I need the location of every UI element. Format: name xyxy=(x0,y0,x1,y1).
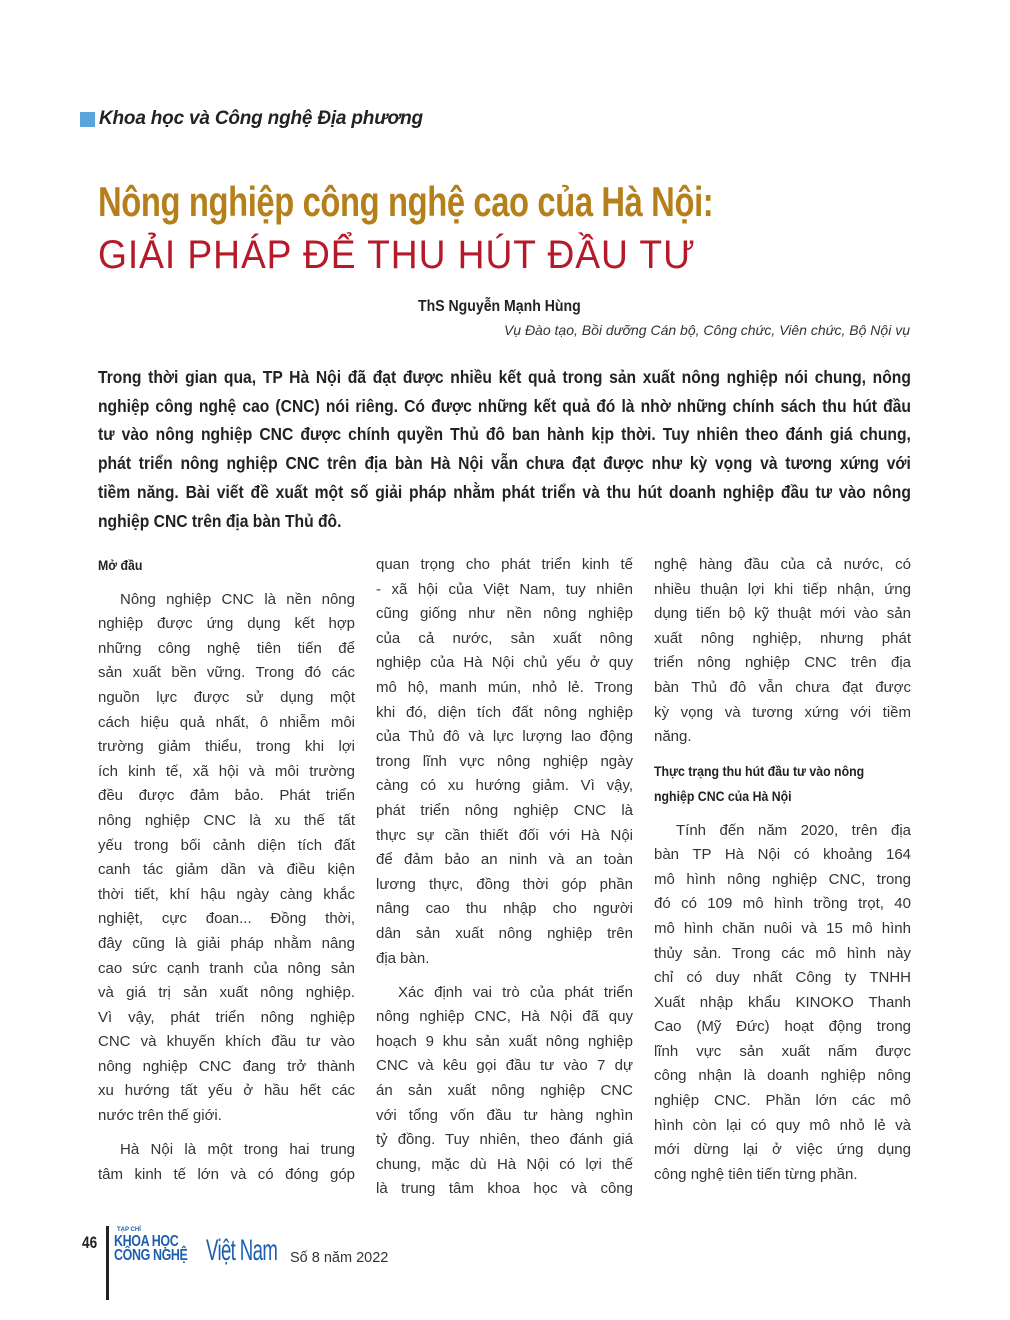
abstract-line: nghiệp công nghệ cao (CNC) nói riêng. Có được những kết quả đó là nhờ những chính sách thu hút đầu xyxy=(98,395,911,416)
text-line: tỷ đồng. Tuy nhiên, theo đánh giá xyxy=(376,1131,633,1149)
text-line: khi đó, diện tích đất nông nghiệp xyxy=(376,703,633,721)
logo-line-2: CÔNG NGHỆ xyxy=(114,1247,188,1264)
text-line: để đảm bảo an ninh và an toàn xyxy=(376,851,633,869)
text-line: của Thủ đô và lực lượng lao động xyxy=(376,728,633,746)
heading-line: Thực trạng thu hút đầu tư vào nông xyxy=(654,763,865,780)
text-line: án sản xuất nông nghiệp CNC xyxy=(376,1082,633,1100)
text-line: Xuất nhập khẩu KINOKO Thanh xyxy=(654,993,911,1011)
abstract xyxy=(98,363,911,535)
text-line: hoạch 9 khu sản xuất nông nghiệp xyxy=(376,1032,633,1050)
logo-line-1: KHOA HỌC xyxy=(114,1233,179,1250)
text-line: chỉ có duy nhất Công ty TNHH xyxy=(654,969,911,987)
section-heading xyxy=(654,759,910,808)
text-line: phát triển nông nghiệp CNC là xyxy=(376,801,633,819)
text-line: đều được đảm bảo. Phát triển xyxy=(98,787,355,805)
text-line: xuất nông nghiệp, nhưng phát xyxy=(654,629,911,647)
text-line: CNC và kêu gọi đầu tư vào 7 dự xyxy=(376,1057,633,1075)
text-line: bàn Thủ đô vẫn chưa đạt được xyxy=(654,678,911,696)
abstract-line: Trong thời gian qua, TP Hà Nội đã đạt được nhiều kết quả trong sản xuất nông nghiệp nói chung, nông xyxy=(98,367,911,387)
section-square-icon xyxy=(80,112,95,127)
text-line: địa bàn. xyxy=(376,949,430,967)
text-line: đó có 109 mô hình trồng trọt, 40 xyxy=(654,895,911,913)
text-line: đây cũng là giải pháp nhằm nâng xyxy=(98,934,355,952)
text-line: triển nông nghiệp CNC trên địa xyxy=(654,654,911,672)
text-line: nông nghiệp CNC, Hà Nội đã quy xyxy=(376,1008,633,1026)
text-line: tâm kinh tế lớn và có đóng góp xyxy=(98,1165,355,1183)
text-line: công nghệ tiên tiến từng phần. xyxy=(654,1165,858,1183)
text-line: Vì vậy, phát triển nông nghiệp xyxy=(98,1008,355,1026)
heading-line: nghiệp CNC của Hà Nội xyxy=(654,787,792,804)
text-line: CNC và khuyến khích đầu tư vào xyxy=(98,1033,355,1051)
heading-line: Mở đầu xyxy=(98,557,143,573)
text-line: - xã hội của Việt Nam, tuy nhiên xyxy=(376,580,633,598)
text-line: mới dừng lại ở việc ứng dụng xyxy=(654,1141,911,1159)
text-line: của cả nước, sản xuất nông xyxy=(376,629,633,647)
text-line: và giá trị sản xuất nông nghiệp. xyxy=(98,984,355,1002)
text-line: nghiệp được ứng dụng kết hợp xyxy=(98,615,355,633)
paragraph xyxy=(376,981,633,1202)
text-line: sản xuất bền vững. Trong đó các xyxy=(98,664,355,682)
text-line: nông nghiệp CNC là xu thế tất xyxy=(98,811,355,829)
text-line: xu hướng tất yếu ở hầu hết các xyxy=(98,1082,355,1100)
issue-label: Số 8 năm 2022 xyxy=(290,1250,389,1266)
logo-vietnam: Việt Nam xyxy=(206,1234,278,1267)
text-line: bàn TP Hà Nội có khoảng 164 xyxy=(654,846,911,864)
text-line: nguồn lực được sử dụng một xyxy=(98,688,355,706)
author-affiliation: Vụ Đào tạo, Bồi dưỡng Cán bộ, Công chức, Viên chức, Bộ Nội vụ xyxy=(503,322,910,338)
text-line: Tính đến năm 2020, trên địa xyxy=(676,821,911,839)
text-line: thời tiết, khí hậu ngày càng khắc xyxy=(98,885,355,903)
text-line: nghiệp của Hà Nội chủ yếu ở quy xyxy=(376,654,633,672)
text-line: Cao (Mỹ Đức) hoạt động trong xyxy=(654,1018,911,1036)
text-line: Xác định vai trò của phát triển xyxy=(398,983,633,1001)
text-line: trong lĩnh vực nông nghiệp ngày xyxy=(376,752,633,770)
text-line: nông nghiệp CNC đang trở thành xyxy=(98,1057,355,1075)
text-line: trường giảm thiểu, trong khi lợi xyxy=(98,738,355,756)
text-line: dụng tiến bộ kỹ thuật mới vào sản xyxy=(654,605,911,623)
text-line: cũng giống như nền nông nghiệp xyxy=(376,605,633,623)
text-line: canh tác giảm dần và điều kiện xyxy=(98,861,355,879)
column-3 xyxy=(654,553,911,1197)
text-line: nước trên thế giới. xyxy=(98,1107,222,1125)
text-line: là trung tâm khoa học và công xyxy=(376,1180,633,1198)
author-name: ThS Nguyễn Mạnh Hùng xyxy=(418,298,581,315)
text-line: Nông nghiệp CNC là nền nông xyxy=(120,590,355,608)
paragraph xyxy=(98,588,355,1129)
text-line: với tổng vốn đầu tư hàng nghìn xyxy=(376,1106,633,1124)
text-line: ích kinh tế, xã hội và môi trường xyxy=(98,762,355,780)
paragraph xyxy=(654,819,911,1188)
abstract-line: tư vào nông nghiệp CNC được chính quyền Thủ đô ban hành kịp thời. Tuy nhiên theo đánh giá chung, xyxy=(98,424,911,445)
section-tag xyxy=(80,108,423,130)
text-line: nghiệp CNC. Phần lớn các mô xyxy=(654,1092,911,1110)
text-line: càng có xu hướng giảm. Vì vậy, xyxy=(376,777,633,795)
text-line: yếu trong bối cảnh diện tích đất xyxy=(98,836,355,854)
column-1 xyxy=(98,553,355,1197)
text-line: những công nghệ tiên tiến để xyxy=(98,639,355,657)
article-subtitle: GIẢI PHÁP ĐỂ THU HÚT ĐẦU TƯ xyxy=(98,233,696,277)
text-line: hình còn lại có quy mô nhỏ lẻ và xyxy=(654,1116,911,1134)
text-line: lĩnh vực sản xuất nấm được xyxy=(654,1042,911,1060)
abstract-line: phát triển nông nghiệp CNC trên địa bàn Hà Nội vẫn chưa đạt được như kỳ vọng và tương xứng với xyxy=(98,453,911,474)
text-line: dân sản xuất nông nghiệp trên xyxy=(376,924,633,942)
text-line: cao sức cạnh tranh của nông sản xyxy=(98,959,355,977)
logo-small-text: TẠP CHÍ xyxy=(117,1227,141,1233)
text-line: mô hộ, manh mún, nhỏ lẻ. Trong xyxy=(376,678,633,696)
text-line: quan trọng cho phát triển kinh tế xyxy=(376,556,633,573)
text-line: nghệ hàng đầu của cả nước, có xyxy=(654,556,911,573)
text-line: mô hình nông nghiệp CNC, trong xyxy=(654,870,911,888)
text-line: nghiệt, cực đoan... Đồng thời, xyxy=(98,910,355,928)
text-line: mô hình chăn nuôi và 15 mô hình xyxy=(654,919,911,937)
text-line: kỳ vọng và tương xứng với tiềm xyxy=(654,703,911,721)
paragraph xyxy=(654,553,911,750)
text-line: chung, mặc dù Hà Nội có lợi thế xyxy=(376,1155,633,1173)
text-line: cách hiệu quả nhất, ô nhiễm môi xyxy=(98,713,355,731)
column-2 xyxy=(376,553,633,1212)
text-line: lương thực, đồng thời góp phần xyxy=(376,875,633,893)
text-line: công nhận là doanh nghiệp nông xyxy=(654,1067,911,1085)
paragraph xyxy=(98,1138,355,1187)
section-heading xyxy=(98,553,354,578)
text-line: năng. xyxy=(654,728,692,746)
text-line: thực sự cần thiết đối với Hà Nội xyxy=(376,826,633,844)
text-line: nhiều thuận lợi khi tiếp nhận, ứng xyxy=(654,580,911,598)
footer-divider xyxy=(106,1226,109,1300)
article-title: Nông nghiệp công nghệ cao của Hà Nội: xyxy=(98,178,714,225)
paragraph xyxy=(376,553,633,971)
text-line: thủy sản. Trong các mô hình này xyxy=(654,944,911,962)
text-line: nâng cao thu nhập cho người xyxy=(376,900,633,918)
text-line: Hà Nội là một trong hai trung xyxy=(120,1141,355,1159)
page-number: 46 xyxy=(82,1233,98,1252)
abstract-line: nghiệp CNC trên địa bàn Thủ đô. xyxy=(98,510,342,531)
abstract-line: tiềm năng. Bài viết đề xuất một số giải pháp nhằm phát triển và thu hút doanh nghiệp đầu tư vào nông xyxy=(98,481,911,502)
section-label: Khoa học và Công nghệ Địa phương xyxy=(99,108,423,129)
